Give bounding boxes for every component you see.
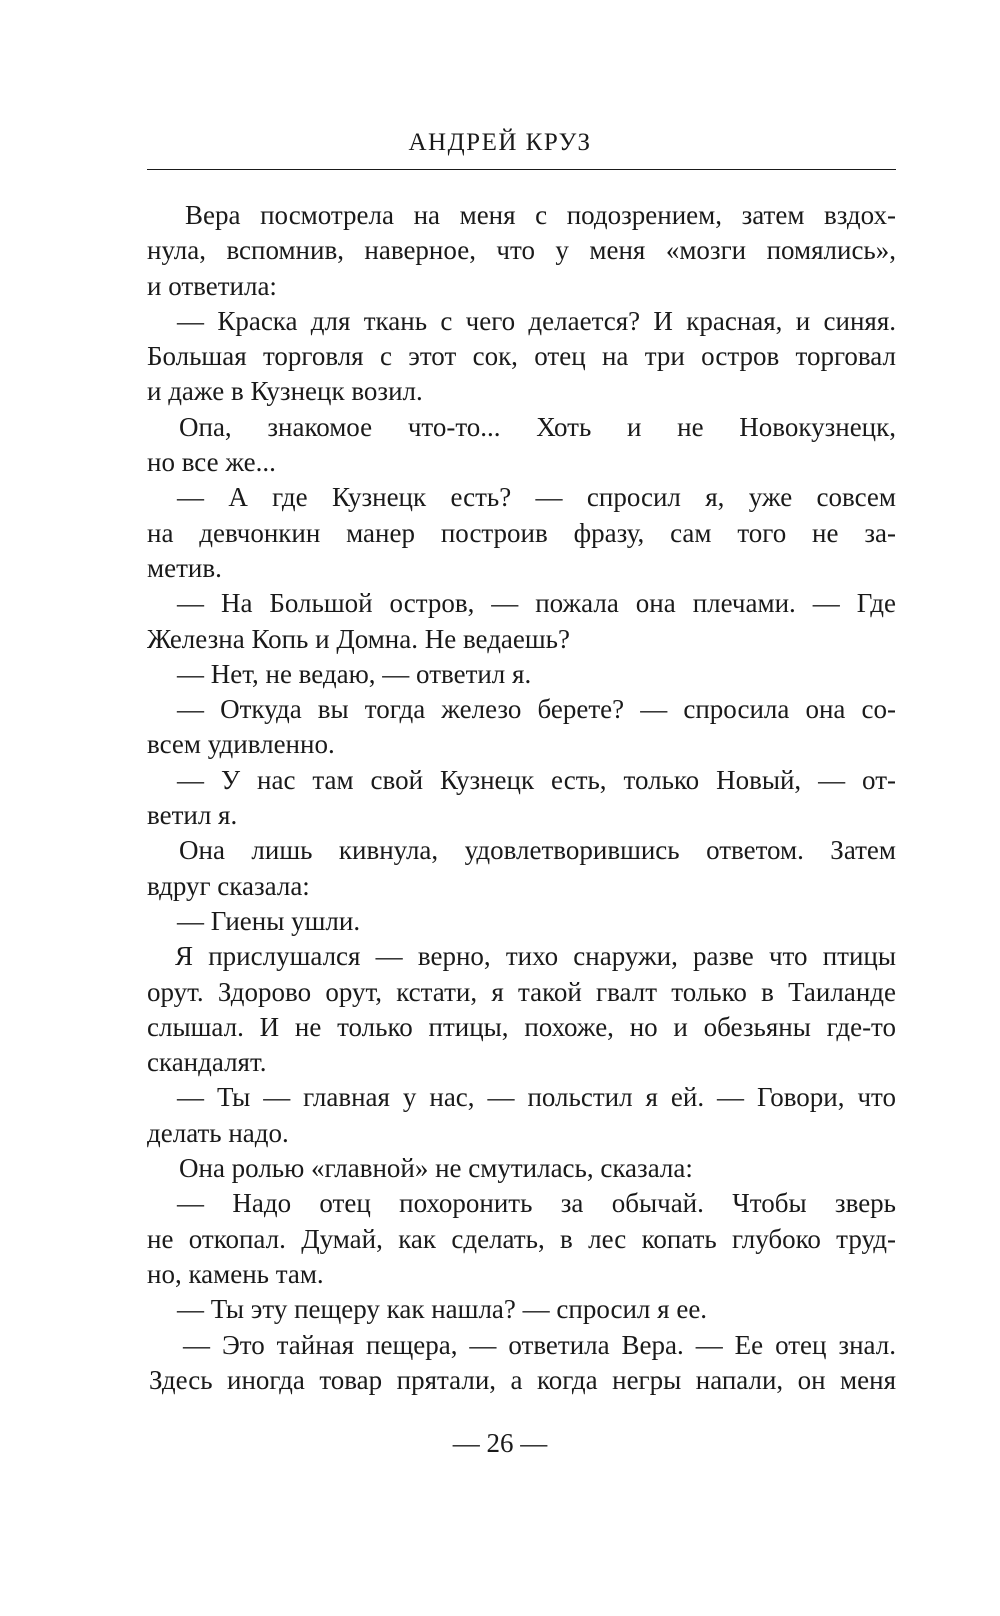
text-line: всем удивленно.: [147, 729, 335, 760]
text-line: — Нет, не ведаю, — ответил я.: [177, 658, 532, 689]
text-line: слышал. И не только птицы, похоже, но и обезьяны где-то: [147, 1011, 896, 1042]
text-line: Здесь иногда товар прятали, а когда негры напали, он меня: [149, 1364, 896, 1395]
text-line: — Надо отец похоронить за обычай. Чтобы зверь: [177, 1188, 896, 1219]
text-line: но все же...: [147, 447, 276, 478]
text-line: метив.: [147, 552, 222, 583]
text-line: Опа, знакомое что-то... Хоть и не Новокузнецк,: [179, 411, 896, 442]
text-line: — Гиены ушли.: [177, 905, 361, 936]
text-line: Она лишь кивнула, удовлетворившись ответом. Затем: [179, 835, 896, 866]
text-line: на девчонкин манер построив фразу, сам того не за-: [147, 517, 896, 548]
text-line: — На Большой остров, — пожала она плечами. — Где: [177, 588, 896, 619]
text-line: — Это тайная пещера, — ответила Вера. — Ее отец знал.: [183, 1329, 896, 1360]
page-number: — 26 —: [452, 1428, 548, 1458]
text-line: и даже в Кузнецк возил.: [147, 376, 423, 407]
text-line: — Откуда вы тогда железо берете? — спросила она со-: [177, 694, 896, 725]
text-line: но, камень там.: [147, 1258, 324, 1289]
text-line: не откопал. Думай, как сделать, в лес копать глубоко труд-: [147, 1223, 896, 1254]
text-line: Я прислушался — верно, тихо снаружи, разве что птицы: [175, 941, 896, 972]
text-line: ветил я.: [147, 800, 238, 831]
header-rule: [147, 169, 896, 170]
text-line: — Ты эту пещеру как нашла? — спросил я ее.: [177, 1294, 708, 1325]
text-line: вдруг сказала:: [147, 870, 310, 901]
text-line: и ответила:: [147, 270, 277, 301]
text-line: Железна Копь и Домна. Не ведаешь?: [147, 623, 570, 654]
text-line: Большая торговля с этот сок, отец на три остров торговал: [147, 341, 896, 372]
text-line: — Ты — главная у нас, — польстил я ей. — Говори, что: [177, 1082, 896, 1113]
text-line: скандалят.: [147, 1047, 267, 1078]
body-text: [147, 198, 896, 1398]
text-line: — У нас там свой Кузнецк есть, только Новый, — от-: [177, 764, 896, 795]
text-line: Вера посмотрела на меня с подозрением, затем вздох-: [185, 200, 896, 230]
text-line: делать надо.: [147, 1117, 289, 1148]
text-line: Она ролью «главной» не смутилась, сказала:: [179, 1153, 693, 1184]
text-line: — А где Кузнецк есть? — спросил я, уже совсем: [177, 482, 896, 513]
text-line: орут. Здорово орут, кстати, я такой гвалт только в Таиланде: [147, 976, 896, 1007]
text-line: — Краска для ткань с чего делается? И красная, и синяя.: [177, 305, 896, 336]
text-line: нула, вспомнив, наверное, что у меня «мозги помялись»,: [147, 235, 896, 266]
running-head: АНДРЕЙ КРУЗ: [408, 129, 592, 156]
